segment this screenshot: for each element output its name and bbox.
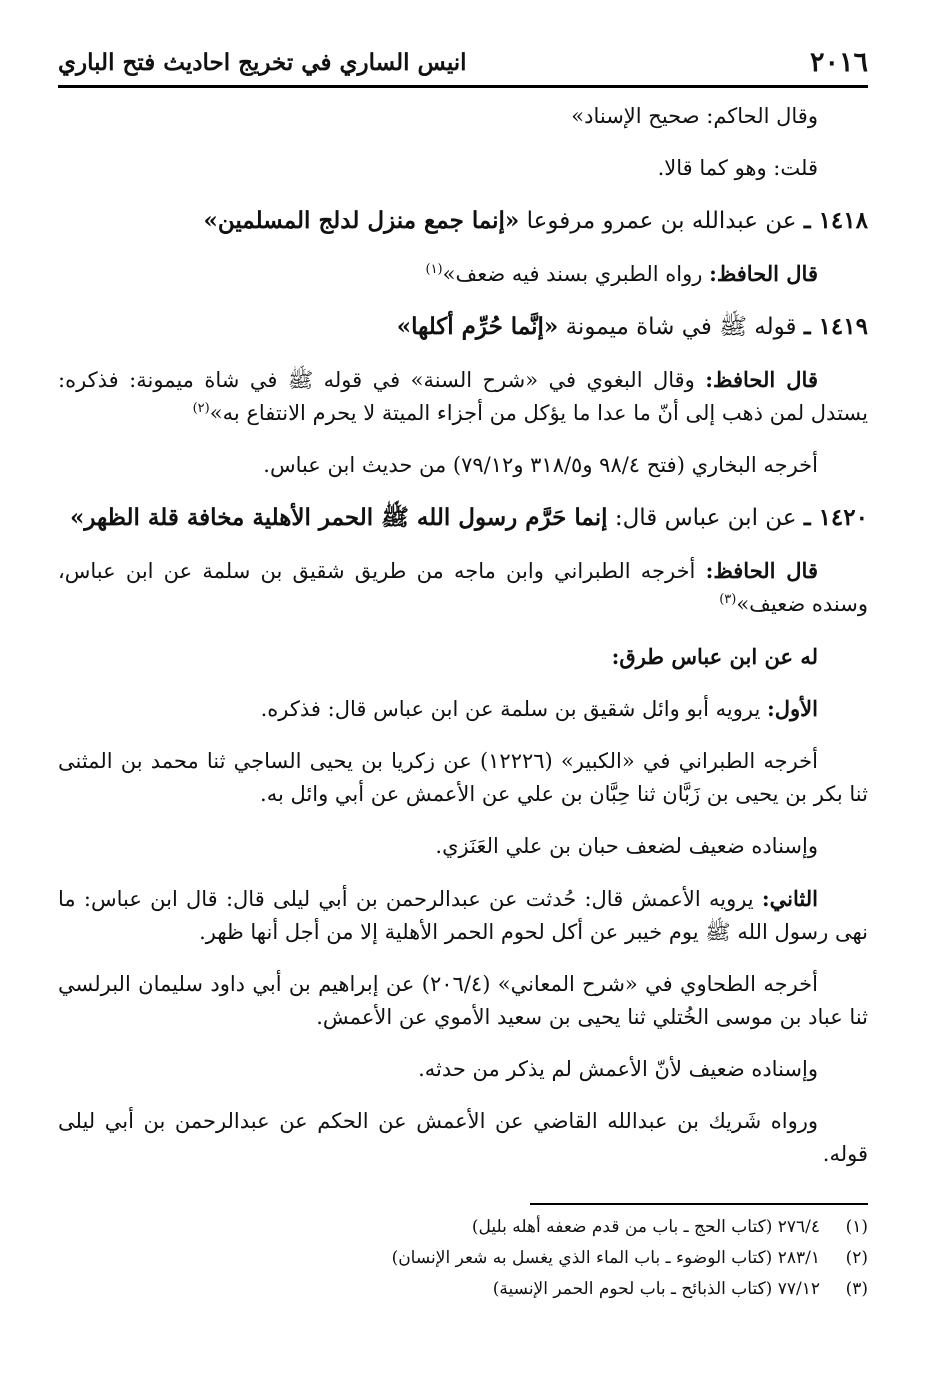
hadith-1418 (58, 204, 868, 238)
takhrij-1419: أخرجه البخاري (فتح ٩٨/٤ و٣١٨/٥ و٧٩/١٢) من حديث ابن عباس. (263, 453, 818, 477)
footnote-text: ٢٨٣/١ (كتاب الوضوء ـ باب الماء الذي يغسل به شعر الإنسان) (391, 1248, 820, 1268)
hadith-quote: إنما حَرَّم رسول الله ﷺ الحمر الأهلية مخافة قلة الظهر» (69, 504, 608, 531)
second-route-alt: ورواه شَريك بن عبدالله القاضي عن الأعمش عن الحكم عن عبدالرحمن بن أبي ليلى قوله. (58, 1109, 868, 1166)
hadith-intro: قوله ﷺ في شاة ميمونة (565, 314, 797, 340)
footnote-text: ٧٧/١٢ (كتاب الذبائح ـ باب لحوم الحمر الإنسية) (492, 1279, 820, 1299)
footnote-marker: (٢) (192, 401, 210, 416)
footnote-item (58, 1274, 868, 1305)
footnote-item (58, 1243, 868, 1274)
route-text: يرويه أبو وائل شقيق بن سلمة عن ابن عباس قال: فذكره. (260, 697, 761, 721)
footnote-divider (530, 1203, 868, 1205)
hafiz-note-1419 (58, 363, 868, 430)
turuq-heading: له عن ابن عباس طرق: (611, 644, 818, 669)
route-text: يرويه الأعمش قال: حُدثت عن عبدالرحمن بن أبي ليلى قال: قال ابن عباس: ما نهى رسول الله ﷺ يوم خيبر عن أكل لحوم الحمر الأهلية إلا من أجل أنها ظهر. (58, 887, 868, 944)
paragraph-hakim: وقال الحاكم: صحيح الإسناد» (571, 104, 818, 128)
footnotes (58, 1212, 868, 1305)
hadith-quote: «إنما جمع منزل لدلج المسلمين» (203, 207, 520, 234)
hadith-number: ١٤٢٠ ـ (803, 504, 868, 531)
second-route (58, 882, 868, 949)
hadith-number: ١٤١٩ ـ (803, 313, 868, 340)
hadith-number: ١٤١٨ ـ (803, 207, 868, 234)
route-label: الثاني: (761, 886, 818, 911)
first-route (58, 692, 868, 726)
footnote-marker: (١) (425, 262, 443, 277)
footnote-number: (٣) (845, 1279, 868, 1299)
running-title: انيس الساري في تخريج احاديث فتح الباري (58, 49, 467, 76)
hafiz-text: رواه الطبري بسند فيه ضعف» (442, 262, 703, 286)
hadith-intro: عن ابن عباس قال: (614, 505, 797, 531)
footnote-number: (١) (845, 1217, 868, 1237)
hadith-quote: «إنَّما حُرِّم أكلها» (396, 313, 559, 340)
hafiz-text: أخرجه الطبراني وابن ماجه من طريق شقيق بن سلمة عن ابن عباس، وسنده ضعيف» (58, 559, 868, 616)
first-route-takhrij: أخرجه الطبراني في «الكبير» (١٢٢٢٦) عن زكريا بن يحيى الساجي ثنا محمد بن المثنى ثنا بكر بن يحيى بن زَبَّان ثنا حِبَّان بن علي عن الأعمش عن أبي وائل به. (58, 749, 868, 806)
footnote-number: (٢) (845, 1248, 868, 1268)
hadith-1419 (58, 310, 868, 344)
hafiz-label: قال الحافظ: (709, 261, 818, 286)
second-route-takhrij: أخرجه الطحاوي في «شرح المعاني» (٢٠٦/٤) عن إبراهيم بن أبي داود سليمان البرلسي ثنا عباد بن موسى الخُتلي ثنا يحيى بن سعيد الأموي عن الأعمش. (58, 972, 868, 1029)
hadith-1420 (58, 501, 868, 535)
main-text (58, 100, 868, 1190)
hafiz-label: قال الحافظ: (705, 367, 818, 392)
first-route-grade: وإسناده ضعيف لضعف حبان بن علي العَنَزي. (435, 834, 818, 858)
footnote-text: ٢٧٦/٤ (كتاب الحج ـ باب من قدم ضعفه أهله بليل) (471, 1217, 820, 1237)
page-number: ٢٠١٦ (809, 47, 868, 78)
hadith-intro: عن عبدالله بن عمرو مرفوعا (526, 208, 797, 234)
hafiz-note-1418 (58, 257, 868, 291)
route-label: الأول: (767, 696, 818, 721)
footnote-marker: (٣) (719, 592, 737, 607)
footnote-item (58, 1212, 868, 1243)
second-route-grade: وإسناده ضعيف لأنّ الأعمش لم يذكر من حدثه. (418, 1057, 818, 1081)
paragraph-qultu: قلت: وهو كما قالا. (657, 156, 818, 180)
hafiz-label: قال الحافظ: (705, 558, 818, 583)
hafiz-note-1420 (58, 554, 868, 621)
page-header (58, 40, 868, 88)
hafiz-text: وقال البغوي في «شرح السنة» في قوله ﷺ في شاة ميمونة: فذكره: يستدل لمن ذهب إلى أنّ ما عدا ما يؤكل من أجزاء الميتة لا يحرم الانتفاع به» (58, 368, 868, 425)
